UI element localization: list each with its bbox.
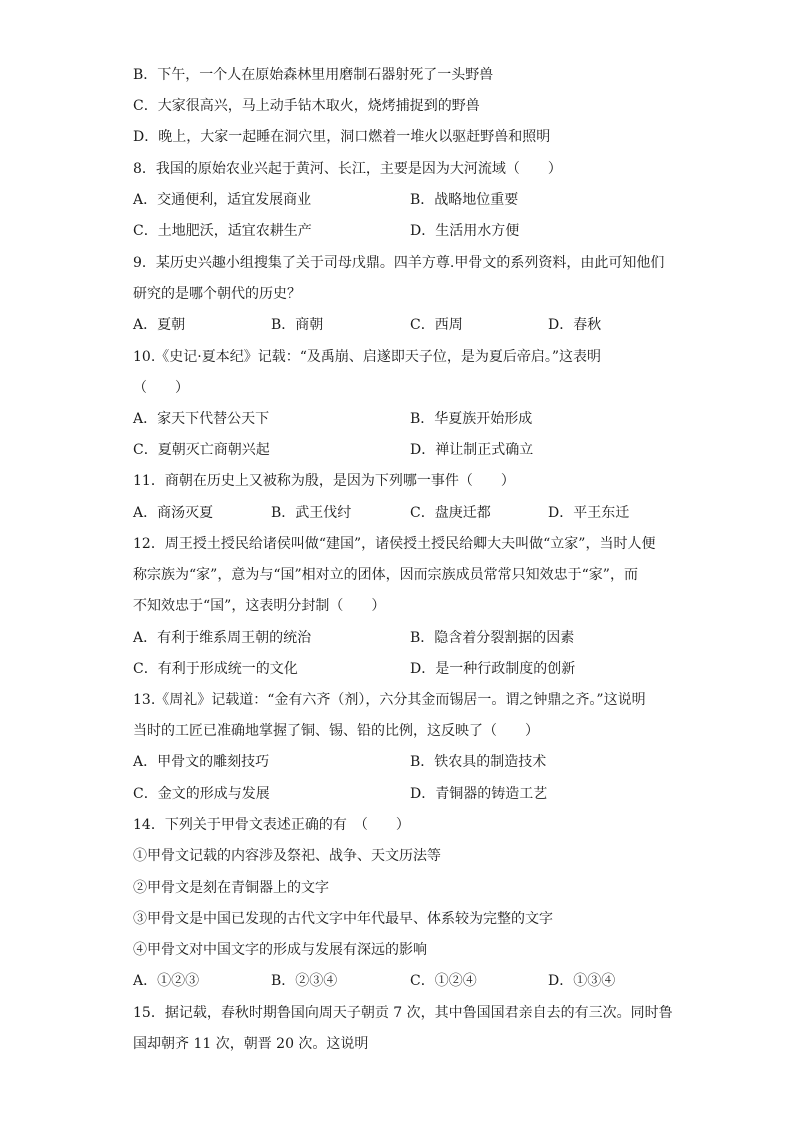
q12-option-a: A．有利于维系周王朝的统治: [133, 630, 312, 646]
q8-stem: 8．我国的原始农业兴起于黄河、长江，主要是因为大河流域（ ）: [133, 161, 562, 177]
q12-stem-line3: 不知效忠于“国”，这表明分封制（ ）: [133, 598, 386, 614]
q11-option-b: B．武王伐纣: [271, 505, 352, 521]
q13-stem-line1: 13.《周礼》记载道：“金有六齐（剂），六分其金而锡居一。谓之钟鼎之齐。”这说明: [133, 692, 646, 708]
q11-option-c: C．盘庚迁都: [410, 505, 491, 521]
q10-option-c: C．夏朝灭亡商朝兴起: [133, 442, 270, 458]
q15-stem-line1: 15．据记载，春秋时期鲁国向周天子朝贡 7 次，其中鲁国国君亲自去的有三次。同时鲁: [133, 1005, 673, 1021]
q7-option-d: D．晚上，大家一起睡在洞穴里，洞口燃着一堆火以驱赶野兽和照明: [133, 129, 551, 145]
q13-option-c: C．金文的形成与发展: [133, 786, 270, 802]
q11-stem: 11．商朝在历史上又被称为殷，是因为下列哪一事件（ ）: [133, 473, 515, 489]
q10-stem-line2: （ ）: [133, 380, 189, 396]
q9-option-a: A．夏朝: [133, 317, 186, 333]
q12-option-c: C．有利于形成统一的文化: [133, 661, 298, 677]
q9-option-d: D．春秋: [548, 317, 602, 333]
q8-option-b: B．战略地位重要: [410, 192, 519, 208]
q13-stem-line2: 当时的工匠已准确地掌握了铜、锡、铅的比例，这反映了（ ）: [133, 723, 539, 739]
q14-option-b: B．②③④: [271, 973, 338, 989]
q12-option-b: B．隐含着分裂割据的因素: [410, 630, 575, 646]
q7-option-c: C．大家很高兴，马上动手钻木取火，烧烤捕捉到的野兽: [133, 98, 480, 114]
q15-stem-line2: 国却朝齐 11 次，朝晋 20 次。这说明: [133, 1036, 369, 1052]
q9-option-c: C．西周: [410, 317, 463, 333]
q14-stem: 14．下列关于甲骨文表述正确的有 （ ）: [133, 817, 410, 833]
q14-statement-1: ①甲骨文记载的内容涉及祭祀、战争、天文历法等: [133, 848, 441, 864]
q14-statement-3: ③甲骨文是中国已发现的古代文字中年代最早、体系较为完整的文字: [133, 911, 553, 927]
q12-stem-line2: 称宗族为“家”，意为与“国”相对立的团体，因而宗族成员常常只知效忠于“家”，而: [133, 567, 638, 583]
q14-option-a: A．①②③: [133, 973, 200, 989]
q9-stem-line1: 9．某历史兴趣小组搜集了关于司母戊鼎。四羊方尊.甲骨文的系列资料，由此可知他们: [133, 255, 665, 271]
q13-option-a: A．甲骨文的雕刻技巧: [133, 754, 270, 770]
q11-option-a: A．商汤灭夏: [133, 505, 214, 521]
q8-option-c: C．土地肥沃，适宜农耕生产: [133, 223, 312, 239]
q8-option-a: A．交通便利，适宜发展商业: [133, 192, 312, 208]
q11-option-d: D．平王东迁: [548, 505, 630, 521]
q9-stem-line2: 研究的是哪个朝代的历史？: [133, 286, 301, 302]
q12-option-d: D．是一种行政制度的创新: [410, 661, 576, 677]
q9-option-b: B．商朝: [271, 317, 324, 333]
q14-option-d: D．①③④: [548, 973, 616, 989]
q10-option-d: D．禅让制正式确立: [410, 442, 534, 458]
q12-stem-line1: 12．周王授土授民给诸侯叫做“建国”，诸侯授土授民给卿大夫叫做“立家”，当时人便: [133, 536, 656, 552]
q13-option-d: D．青铜器的铸造工艺: [410, 786, 548, 802]
q14-option-c: C．①②④: [410, 973, 477, 989]
q10-option-b: B．华夏族开始形成: [410, 411, 533, 427]
q10-option-a: A．家天下代替公天下: [133, 411, 270, 427]
q14-statement-2: ②甲骨文是刻在青铜器上的文字: [133, 880, 329, 896]
q14-statement-4: ④甲骨文对中国文字的形成与发展有深远的影响: [133, 942, 427, 958]
q8-option-d: D．生活用水方便: [410, 223, 520, 239]
q13-option-b: B．铁农具的制造技术: [410, 754, 547, 770]
q10-stem-line1: 10.《史记·夏本纪》记载：“及禹崩、启遂即天子位，是为夏后帝启。”这表明: [133, 349, 602, 365]
q7-option-b: B．下午，一个人在原始森林里用磨制石器射死了一头野兽: [133, 67, 494, 83]
